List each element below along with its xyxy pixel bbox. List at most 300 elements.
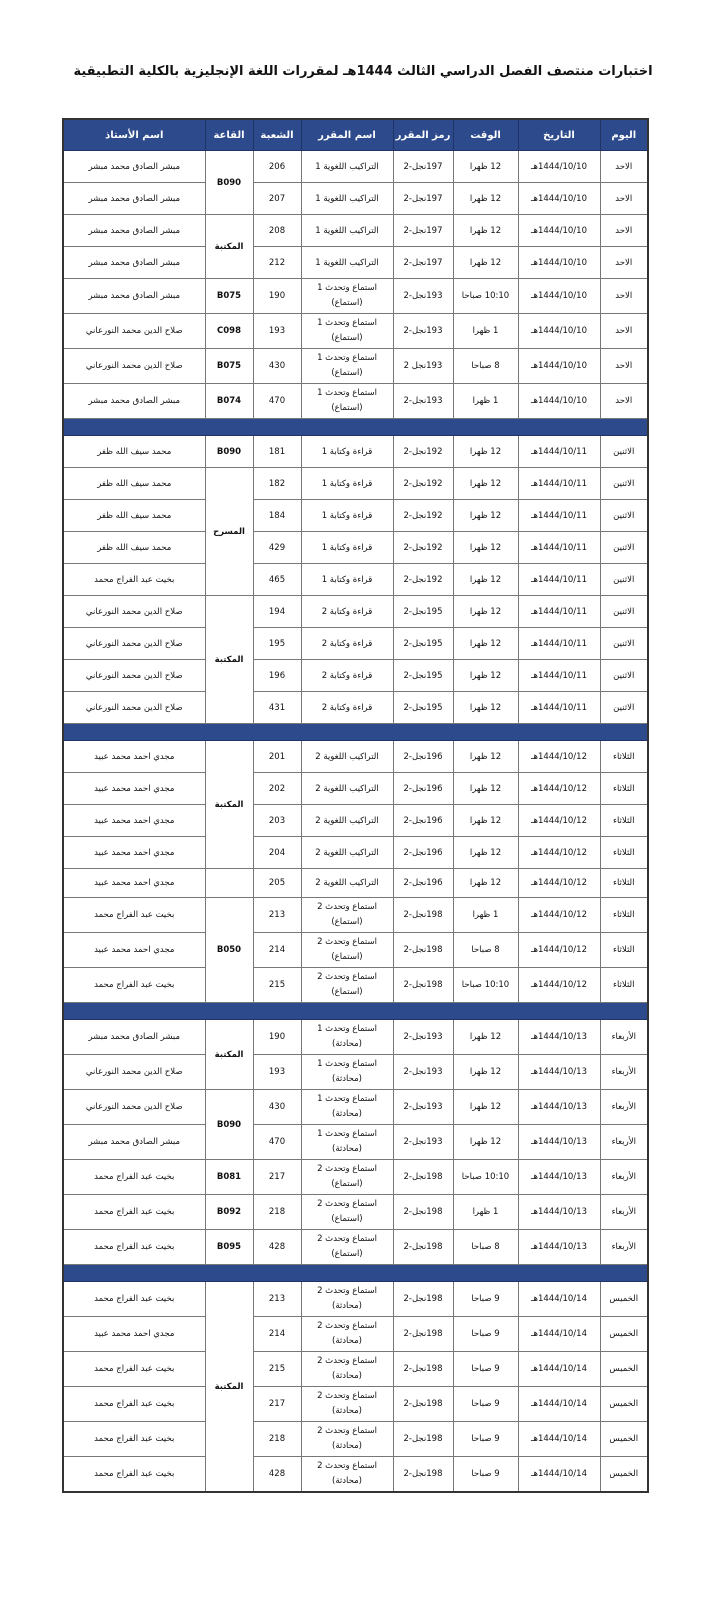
- cell-day: الاحد: [600, 151, 648, 183]
- header-teacher: اسم الأستاذ: [63, 119, 205, 151]
- cell-date: 1444/10/11هـ: [518, 436, 600, 468]
- course-name-line: استماع وتحدث 2: [317, 1356, 377, 1366]
- cell-time: 1 ظهرا: [453, 898, 518, 933]
- cell-section: 213: [253, 1282, 301, 1317]
- course-name-subtitle: (محادثة): [332, 1371, 362, 1381]
- table-row: [63, 436, 648, 468]
- cell-section: 205: [253, 869, 301, 898]
- cell-date: 1444/10/13هـ: [518, 1090, 600, 1125]
- cell-time: 10:10 صباحا: [453, 279, 518, 314]
- cell-time: 12 ظهرا: [453, 151, 518, 183]
- course-name-line: استماع وتحدث 1: [317, 1024, 377, 1034]
- table-row: [63, 869, 648, 898]
- cell-section: 218: [253, 1422, 301, 1457]
- course-name-line: استماع وتحدث 1: [317, 318, 377, 328]
- cell-section: 182: [253, 468, 301, 500]
- cell-course-code: 197نجل-2: [393, 183, 453, 215]
- cell-time: 12 ظهرا: [453, 692, 518, 724]
- cell-course-name: التراكيب اللغوية 2: [301, 773, 393, 805]
- cell-teacher: محمد سيف الله ظفر: [63, 532, 205, 564]
- cell-section: 193: [253, 1055, 301, 1090]
- cell-course-name: [301, 1282, 393, 1317]
- cell-date: 1444/10/13هـ: [518, 1125, 600, 1160]
- table-body: [63, 151, 648, 1493]
- cell-course-code: 196نجل-2: [393, 741, 453, 773]
- table-row: [63, 837, 648, 869]
- cell-time: 12 ظهرا: [453, 564, 518, 596]
- table-row: [63, 183, 648, 215]
- cell-teacher: مبشر الصادق محمد مبشر: [63, 279, 205, 314]
- cell-course-name: التراكيب اللغوية 1: [301, 215, 393, 247]
- cell-day: الثلاثاء: [600, 837, 648, 869]
- cell-room: B090: [205, 436, 253, 468]
- cell-course-code: 198نجل-2: [393, 933, 453, 968]
- cell-course-code: 198نجل-2: [393, 1230, 453, 1265]
- cell-day: الثلاثاء: [600, 968, 648, 1003]
- cell-time: 12 ظهرا: [453, 500, 518, 532]
- cell-time: 9 صباحا: [453, 1352, 518, 1387]
- cell-teacher: صلاح الدين محمد النورعاني: [63, 692, 205, 724]
- cell-teacher: بخيت عبد الفراج محمد: [63, 898, 205, 933]
- cell-course-code: 192نجل-2: [393, 500, 453, 532]
- cell-time: 12 ظهرا: [453, 628, 518, 660]
- cell-course-name: [301, 349, 393, 384]
- table-row: [63, 247, 648, 279]
- separator-bar: [63, 724, 648, 741]
- exam-schedule-table: [62, 118, 649, 1493]
- cell-day: الاثنين: [600, 436, 648, 468]
- table-row: [63, 1055, 648, 1090]
- cell-time: 12 ظهرا: [453, 660, 518, 692]
- cell-teacher: محمد سيف الله ظفر: [63, 468, 205, 500]
- cell-section: 202: [253, 773, 301, 805]
- cell-day: الاحد: [600, 314, 648, 349]
- cell-day: الخميس: [600, 1352, 648, 1387]
- cell-course-code: 192نجل-2: [393, 532, 453, 564]
- cell-teacher: صلاح الدين محمد النورعاني: [63, 1090, 205, 1125]
- cell-day: الثلاثاء: [600, 741, 648, 773]
- cell-date: 1444/10/13هـ: [518, 1195, 600, 1230]
- cell-day: الاحد: [600, 384, 648, 419]
- cell-date: 1444/10/11هـ: [518, 564, 600, 596]
- cell-room: B095: [205, 1230, 253, 1265]
- cell-time: 8 صباحا: [453, 1230, 518, 1265]
- cell-room: B081: [205, 1160, 253, 1195]
- table-header-row: [63, 119, 648, 151]
- cell-section: 428: [253, 1457, 301, 1493]
- cell-time: 12 ظهرا: [453, 183, 518, 215]
- cell-date: 1444/10/12هـ: [518, 773, 600, 805]
- cell-course-name: [301, 968, 393, 1003]
- cell-date: 1444/10/12هـ: [518, 837, 600, 869]
- cell-course-name: قراءة وكتابة 2: [301, 692, 393, 724]
- cell-teacher: مبشر الصادق محمد مبشر: [63, 215, 205, 247]
- cell-course-code: 198نجل-2: [393, 1317, 453, 1352]
- cell-course-name: قراءة وكتابة 2: [301, 596, 393, 628]
- cell-course-code: 192نجل-2: [393, 436, 453, 468]
- cell-date: 1444/10/12هـ: [518, 968, 600, 1003]
- cell-day: الأربعاء: [600, 1125, 648, 1160]
- cell-course-code: 193نجل-2: [393, 1125, 453, 1160]
- course-name-subtitle: (استماع): [331, 368, 363, 378]
- table-row: [63, 596, 648, 628]
- cell-time: 12 ظهرا: [453, 1055, 518, 1090]
- cell-day: الاحد: [600, 279, 648, 314]
- table-row: [63, 532, 648, 564]
- cell-course-code: 198نجل-2: [393, 1352, 453, 1387]
- cell-teacher: مجدي احمد محمد عبيد: [63, 805, 205, 837]
- course-name-line: استماع وتحدث 1: [317, 1059, 377, 1069]
- cell-time: 9 صباحا: [453, 1282, 518, 1317]
- cell-course-name: [301, 1352, 393, 1387]
- cell-teacher: مجدي احمد محمد عبيد: [63, 837, 205, 869]
- table-row: [63, 741, 648, 773]
- cell-course-name: [301, 1195, 393, 1230]
- header-time: الوقت: [453, 119, 518, 151]
- cell-day: الأربعاء: [600, 1055, 648, 1090]
- cell-day: الاثنين: [600, 692, 648, 724]
- table-row: [63, 628, 648, 660]
- page-title: اختبارات منتصف الفصل الدراسي الثالث 1444هـ لمقررات اللغة الإنجليزية بالكلية التطبيقية: [73, 64, 653, 79]
- table-row: [63, 468, 648, 500]
- cell-teacher: مجدي احمد محمد عبيد: [63, 741, 205, 773]
- cell-day: الثلاثاء: [600, 933, 648, 968]
- cell-date: 1444/10/10هـ: [518, 384, 600, 419]
- cell-day: الاثنين: [600, 596, 648, 628]
- cell-day: الاثنين: [600, 532, 648, 564]
- course-name-line: استماع وتحدث 1: [317, 1094, 377, 1104]
- cell-teacher: صلاح الدين محمد النورعاني: [63, 1055, 205, 1090]
- cell-time: 12 ظهرا: [453, 741, 518, 773]
- cell-teacher: بخيت عبد الفراج محمد: [63, 1457, 205, 1493]
- cell-time: 12 ظهرا: [453, 596, 518, 628]
- course-name-line: استماع وتحدث 2: [317, 972, 377, 982]
- cell-teacher: محمد سيف الله ظفر: [63, 436, 205, 468]
- cell-teacher: صلاح الدين محمد النورعاني: [63, 314, 205, 349]
- table-row: [63, 215, 648, 247]
- cell-course-name: [301, 1457, 393, 1493]
- cell-day: الاثنين: [600, 468, 648, 500]
- cell-section: 429: [253, 532, 301, 564]
- cell-course-code: 198نجل-2: [393, 1457, 453, 1493]
- course-name-subtitle: (محادثة): [332, 1476, 362, 1486]
- cell-course-name: قراءة وكتابة 1: [301, 564, 393, 596]
- cell-time: 9 صباحا: [453, 1422, 518, 1457]
- header-course-code: رمز المقرر: [393, 119, 453, 151]
- cell-course-code: 193نجل-2: [393, 1090, 453, 1125]
- cell-teacher: مبشر الصادق محمد مبشر: [63, 247, 205, 279]
- table-row: [63, 564, 648, 596]
- cell-teacher: صلاح الدين محمد النورعاني: [63, 628, 205, 660]
- cell-teacher: بخيت عبد الفراج محمد: [63, 1387, 205, 1422]
- cell-section: 428: [253, 1230, 301, 1265]
- table-row: [63, 349, 648, 384]
- cell-course-code: 193نجل-2: [393, 384, 453, 419]
- cell-date: 1444/10/10هـ: [518, 349, 600, 384]
- cell-teacher: بخيت عبد الفراج محمد: [63, 1230, 205, 1265]
- course-name-line: استماع وتحدث 2: [317, 1199, 377, 1209]
- cell-section: 430: [253, 1090, 301, 1125]
- course-name-subtitle: (محادثة): [332, 1406, 362, 1416]
- cell-date: 1444/10/14هـ: [518, 1387, 600, 1422]
- cell-course-code: 197نجل-2: [393, 215, 453, 247]
- cell-day: الخميس: [600, 1282, 648, 1317]
- cell-time: 12 ظهرا: [453, 869, 518, 898]
- header-room: القاعة: [205, 119, 253, 151]
- cell-room: B092: [205, 1195, 253, 1230]
- course-name-subtitle: (محادثة): [332, 1144, 362, 1154]
- cell-section: 217: [253, 1160, 301, 1195]
- cell-course-code: 198نجل-2: [393, 1387, 453, 1422]
- cell-course-name: قراءة وكتابة 1: [301, 500, 393, 532]
- cell-teacher: مبشر الصادق محمد مبشر: [63, 1020, 205, 1055]
- cell-day: الأربعاء: [600, 1195, 648, 1230]
- course-name-subtitle: (محادثة): [332, 1441, 362, 1451]
- cell-section: 470: [253, 384, 301, 419]
- cell-course-name: التراكيب اللغوية 2: [301, 741, 393, 773]
- cell-section: 430: [253, 349, 301, 384]
- cell-course-code: 196نجل-2: [393, 773, 453, 805]
- cell-course-code: 196نجل-2: [393, 869, 453, 898]
- cell-teacher: بخيت عبد الفراج محمد: [63, 564, 205, 596]
- cell-section: 196: [253, 660, 301, 692]
- cell-section: 206: [253, 151, 301, 183]
- table-row: [63, 692, 648, 724]
- cell-teacher: مبشر الصادق محمد مبشر: [63, 1125, 205, 1160]
- cell-section: 214: [253, 933, 301, 968]
- course-name-subtitle: (محادثة): [332, 1301, 362, 1311]
- section-separator-row: [63, 724, 648, 741]
- table-row: [63, 1317, 648, 1352]
- course-name-line: استماع وتحدث 1: [317, 283, 377, 293]
- cell-date: 1444/10/12هـ: [518, 741, 600, 773]
- cell-course-name: قراءة وكتابة 2: [301, 660, 393, 692]
- cell-section: 184: [253, 500, 301, 532]
- cell-course-name: [301, 1317, 393, 1352]
- cell-section: 217: [253, 1387, 301, 1422]
- cell-day: الأربعاء: [600, 1020, 648, 1055]
- cell-room: B075: [205, 279, 253, 314]
- cell-room: المكتبة: [205, 596, 253, 724]
- cell-teacher: بخيت عبد الفراج محمد: [63, 1160, 205, 1195]
- cell-time: 12 ظهرا: [453, 1020, 518, 1055]
- course-name-subtitle: (استماع): [331, 952, 363, 962]
- section-separator-row: [63, 419, 648, 436]
- cell-room: C098: [205, 314, 253, 349]
- table-row: [63, 773, 648, 805]
- cell-date: 1444/10/11هـ: [518, 660, 600, 692]
- cell-teacher: محمد سيف الله ظفر: [63, 500, 205, 532]
- cell-day: الاحد: [600, 215, 648, 247]
- cell-room: المكتبة: [205, 1020, 253, 1090]
- course-name-subtitle: (محادثة): [332, 1074, 362, 1084]
- cell-section: 431: [253, 692, 301, 724]
- cell-time: 12 ظهرا: [453, 1125, 518, 1160]
- cell-course-name: [301, 898, 393, 933]
- cell-day: الخميس: [600, 1387, 648, 1422]
- cell-date: 1444/10/14هـ: [518, 1422, 600, 1457]
- cell-section: 215: [253, 1352, 301, 1387]
- cell-date: 1444/10/10هـ: [518, 314, 600, 349]
- cell-time: 9 صباحا: [453, 1387, 518, 1422]
- cell-room: B074: [205, 384, 253, 419]
- cell-day: الاثنين: [600, 660, 648, 692]
- table-row: [63, 1195, 648, 1230]
- header-section: الشعبة: [253, 119, 301, 151]
- cell-course-code: 198نجل-2: [393, 1422, 453, 1457]
- table-row: [63, 1422, 648, 1457]
- course-name-line: استماع وتحدث 1: [317, 1129, 377, 1139]
- cell-course-code: 198نجل-2: [393, 1160, 453, 1195]
- table-row: [63, 933, 648, 968]
- cell-room: B075: [205, 349, 253, 384]
- cell-course-name: التراكيب اللغوية 1: [301, 151, 393, 183]
- cell-section: 218: [253, 1195, 301, 1230]
- course-name-subtitle: (استماع): [331, 403, 363, 413]
- cell-teacher: بخيت عبد الفراج محمد: [63, 1282, 205, 1317]
- cell-course-code: 193نجل 2: [393, 349, 453, 384]
- section-separator-row: [63, 1003, 648, 1020]
- cell-time: 1 ظهرا: [453, 1195, 518, 1230]
- cell-course-name: [301, 1230, 393, 1265]
- table-row: [63, 384, 648, 419]
- cell-course-name: [301, 1055, 393, 1090]
- cell-time: 12 ظهرا: [453, 436, 518, 468]
- cell-course-name: التراكيب اللغوية 2: [301, 869, 393, 898]
- cell-date: 1444/10/10هـ: [518, 183, 600, 215]
- cell-day: الخميس: [600, 1422, 648, 1457]
- separator-bar: [63, 1003, 648, 1020]
- header-course-name: اسم المقرر: [301, 119, 393, 151]
- cell-course-code: 195نجل-2: [393, 628, 453, 660]
- cell-date: 1444/10/12هـ: [518, 805, 600, 837]
- cell-day: الاحد: [600, 349, 648, 384]
- cell-course-code: 198نجل-2: [393, 898, 453, 933]
- cell-teacher: مجدي احمد محمد عبيد: [63, 869, 205, 898]
- cell-room: [205, 869, 253, 898]
- cell-teacher: صلاح الدين محمد النورعاني: [63, 660, 205, 692]
- cell-course-code: 197نجل-2: [393, 247, 453, 279]
- course-name-subtitle: (محادثة): [332, 1039, 362, 1049]
- cell-time: 12 ظهرا: [453, 1090, 518, 1125]
- cell-course-name: [301, 1422, 393, 1457]
- cell-day: الاثنين: [600, 628, 648, 660]
- cell-course-name: قراءة وكتابة 1: [301, 468, 393, 500]
- cell-section: 215: [253, 968, 301, 1003]
- cell-date: 1444/10/13هـ: [518, 1020, 600, 1055]
- cell-date: 1444/10/10هـ: [518, 215, 600, 247]
- cell-date: 1444/10/11هـ: [518, 500, 600, 532]
- cell-day: الثلاثاء: [600, 898, 648, 933]
- cell-course-code: 195نجل-2: [393, 596, 453, 628]
- cell-date: 1444/10/13هـ: [518, 1230, 600, 1265]
- cell-date: 1444/10/14هـ: [518, 1457, 600, 1493]
- table-row: [63, 1387, 648, 1422]
- cell-time: 12 ظهرا: [453, 773, 518, 805]
- course-name-subtitle: (استماع): [331, 987, 363, 997]
- cell-time: 9 صباحا: [453, 1317, 518, 1352]
- cell-section: 201: [253, 741, 301, 773]
- cell-section: 212: [253, 247, 301, 279]
- table-row: [63, 1457, 648, 1493]
- course-name-line: استماع وتحدث 2: [317, 1426, 377, 1436]
- cell-section: 214: [253, 1317, 301, 1352]
- cell-section: 193: [253, 314, 301, 349]
- cell-course-name: [301, 1160, 393, 1195]
- cell-day: الخميس: [600, 1457, 648, 1493]
- cell-date: 1444/10/14هـ: [518, 1317, 600, 1352]
- cell-day: الاحد: [600, 247, 648, 279]
- course-name-subtitle: (استماع): [331, 917, 363, 927]
- cell-section: 181: [253, 436, 301, 468]
- course-name-subtitle: (محادثة): [332, 1336, 362, 1346]
- cell-course-name: [301, 279, 393, 314]
- cell-teacher: بخيت عبد الفراج محمد: [63, 1352, 205, 1387]
- cell-teacher: مجدي احمد محمد عبيد: [63, 1317, 205, 1352]
- cell-day: الثلاثاء: [600, 773, 648, 805]
- course-name-subtitle: (استماع): [331, 1249, 363, 1259]
- cell-course-name: التراكيب اللغوية 1: [301, 183, 393, 215]
- separator-bar: [63, 1265, 648, 1282]
- course-name-subtitle: (استماع): [331, 1179, 363, 1189]
- cell-course-code: 197نجل-2: [393, 151, 453, 183]
- cell-date: 1444/10/14هـ: [518, 1352, 600, 1387]
- cell-date: 1444/10/12هـ: [518, 933, 600, 968]
- cell-teacher: مبشر الصادق محمد مبشر: [63, 151, 205, 183]
- table-row: [63, 1160, 648, 1195]
- course-name-subtitle: (استماع): [331, 1214, 363, 1224]
- table-row: [63, 660, 648, 692]
- cell-teacher: مجدي احمد محمد عبيد: [63, 933, 205, 968]
- cell-day: الاثنين: [600, 564, 648, 596]
- cell-course-code: 193نجل-2: [393, 279, 453, 314]
- cell-date: 1444/10/11هـ: [518, 532, 600, 564]
- cell-section: 204: [253, 837, 301, 869]
- cell-time: 10:10 صباحا: [453, 968, 518, 1003]
- cell-course-name: التراكيب اللغوية 1: [301, 247, 393, 279]
- cell-teacher: مجدي احمد محمد عبيد: [63, 773, 205, 805]
- cell-course-code: 198نجل-2: [393, 968, 453, 1003]
- cell-section: 195: [253, 628, 301, 660]
- cell-teacher: بخيت عبد الفراج محمد: [63, 1422, 205, 1457]
- cell-section: 207: [253, 183, 301, 215]
- cell-course-code: 193نجل-2: [393, 1020, 453, 1055]
- cell-day: الاحد: [600, 183, 648, 215]
- header-date: التاريخ: [518, 119, 600, 151]
- cell-time: 9 صباحا: [453, 1457, 518, 1493]
- cell-course-name: [301, 1020, 393, 1055]
- cell-time: 12 ظهرا: [453, 805, 518, 837]
- cell-date: 1444/10/10هـ: [518, 247, 600, 279]
- course-name-line: استماع وتحدث 2: [317, 1234, 377, 1244]
- cell-time: 12 ظهرا: [453, 215, 518, 247]
- cell-day: الاثنين: [600, 500, 648, 532]
- cell-course-code: 192نجل-2: [393, 564, 453, 596]
- cell-day: الخميس: [600, 1317, 648, 1352]
- cell-course-name: [301, 314, 393, 349]
- cell-room: B050: [205, 898, 253, 1003]
- course-name-line: استماع وتحدث 1: [317, 388, 377, 398]
- cell-date: 1444/10/12هـ: [518, 898, 600, 933]
- course-name-line: استماع وتحدث 1: [317, 353, 377, 363]
- cell-date: 1444/10/11هـ: [518, 628, 600, 660]
- cell-section: 203: [253, 805, 301, 837]
- section-separator-row: [63, 1265, 648, 1282]
- cell-teacher: مبشر الصادق محمد مبشر: [63, 384, 205, 419]
- cell-room: B090: [205, 1090, 253, 1160]
- cell-course-name: [301, 384, 393, 419]
- cell-time: 12 ظهرا: [453, 247, 518, 279]
